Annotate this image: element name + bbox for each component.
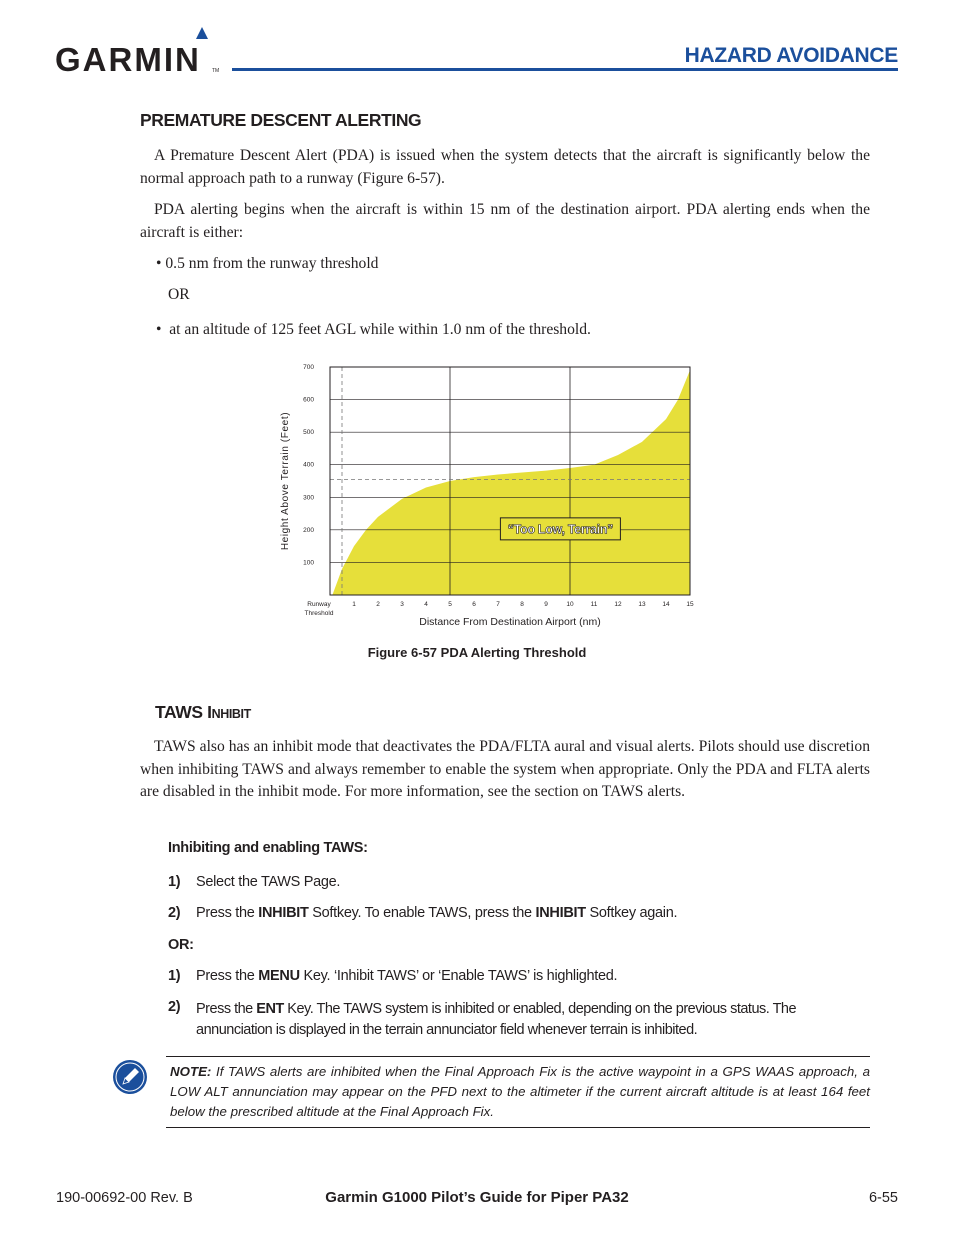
taws-para	[140, 736, 870, 804]
bullet-item-1-text: 0.5 nm from the runway threshold	[165, 255, 379, 272]
note-rule-top	[166, 1056, 870, 1057]
x-origin-label: Threshold	[304, 610, 334, 617]
step-number: 1)	[168, 874, 181, 890]
x-tick-label: 9	[544, 601, 548, 608]
ent-key-label: ENT	[256, 1001, 284, 1017]
pda-para-2	[140, 199, 870, 244]
alt-step-1-part-b: Key. ‘Inhibit TAWS’ or ‘Enable TAWS’ is highlighted.	[299, 968, 618, 984]
step-text	[196, 999, 870, 1041]
taws-para-text: TAWS also has an inhibit mode that deactivates the PDA/FLTA aural and visual alerts. Pilots should use discretion when inhibiting TAWS and always remember to enable the system when appropriate. Only the PDA and FLTA alerts are disabled in the inhibit mode. For more information, see the section on TAWS alerts.	[140, 738, 870, 800]
annotation-label: “Too Low, Terrain”	[507, 522, 614, 537]
footer-doc-number: 190-00692-00 Rev. B	[56, 1190, 193, 1206]
x-tick-label: 7	[496, 601, 500, 608]
footer-title: Garmin G1000 Pilot’s Guide for Piper PA32	[325, 1189, 629, 1206]
y-tick-label: 700	[303, 364, 314, 371]
alt-step-1-part-a: Press the	[196, 968, 259, 984]
step-text	[196, 968, 617, 984]
section-title: HAZARD AVOIDANCE	[684, 44, 898, 67]
footer-page-number: 6-55	[868, 1190, 898, 1206]
y-tick-label: 200	[303, 526, 314, 534]
x-axis-label: Distance From Destination Airport (nm)	[419, 616, 601, 628]
y-tick-label: 400	[303, 461, 314, 469]
garmin-logo	[55, 26, 220, 76]
step-1	[168, 874, 870, 896]
step-number: 2)	[168, 999, 181, 1015]
note-label: NOTE:	[170, 1064, 212, 1079]
bullet-item-1	[156, 255, 378, 273]
bullet-glyph: •	[156, 321, 162, 338]
x-tick-label: 2	[376, 601, 380, 608]
too-low-terrain-area	[332, 370, 690, 595]
step-number: 1)	[168, 968, 181, 984]
pda-heading: PREMATURE DESCENT ALERTING	[140, 110, 422, 130]
pda-alerting-chart	[270, 355, 710, 635]
x-tick-label: 6	[472, 601, 476, 608]
bullet-glyph: •	[156, 255, 162, 272]
x-tick-label: 15	[686, 601, 694, 608]
alt-step-2	[168, 999, 870, 1043]
y-tick-label: 600	[303, 396, 314, 404]
step-text	[196, 905, 677, 921]
or-label: OR:	[168, 937, 194, 953]
y-tick-label: 300	[303, 494, 314, 502]
x-tick-label: 10	[566, 601, 574, 608]
note-text	[170, 1062, 870, 1122]
inhibit-softkey-label: INHIBIT	[258, 905, 309, 921]
pda-para-1-text: A Premature Descent Alert (PDA) is issued when the system detects that the aircraft is significantly below the normal approach path to a runway (Figure 6-57).	[140, 147, 870, 187]
note-body: If TAWS alerts are inhibited when the Final Approach Fix is the active waypoint in a GPS WAAS approach, a LOW ALT annunciation may appear on the PFD next to the altimeter if the current aircraft altitude is at least 164 feet below the prescribed altitude at the Final Approach Fix.	[170, 1064, 870, 1119]
y-tick-label: 100	[303, 559, 314, 567]
pda-para-2-text: PDA alerting begins when the aircraft is within 15 nm of the destination airport. PDA alerting ends when the aircraft is either:	[140, 201, 870, 241]
x-origin-label: Runway	[307, 601, 331, 608]
inhibit-softkey-label: INHIBIT	[535, 905, 586, 921]
note-pen-icon	[112, 1059, 148, 1095]
x-tick-label: 1	[352, 601, 356, 608]
logo-wordmark: GARMIN	[55, 41, 201, 76]
bullet-item-2	[156, 321, 591, 339]
logo-triangle-icon	[196, 27, 208, 39]
x-tick-label: 14	[662, 601, 670, 608]
header-rule	[232, 68, 898, 71]
taws-inhibit-heading	[155, 702, 251, 723]
step-2	[168, 905, 870, 927]
y-tick-label: 500	[303, 429, 314, 437]
pda-para-1	[140, 145, 870, 190]
x-tick-label: 8	[520, 601, 524, 608]
x-tick-label: 12	[614, 601, 622, 608]
x-tick-label: 11	[590, 601, 598, 608]
x-tick-label: 13	[638, 601, 646, 608]
taws-heading-small: NHIBIT	[211, 707, 251, 721]
step-number: 2)	[168, 905, 181, 921]
alt-step-2-part-a: Press the	[196, 1001, 257, 1017]
bullet-item-2-text: at an altitude of 125 feet AGL while within 1.0 nm of the threshold.	[169, 321, 591, 338]
x-tick-label: 5	[448, 601, 452, 608]
step-2-part-a: Press the	[196, 905, 259, 921]
x-tick-label: 3	[400, 601, 404, 608]
alt-step-1	[168, 968, 870, 990]
step-2-part-b: Softkey. To enable TAWS, press the	[308, 905, 536, 921]
menu-key-label: MENU	[258, 968, 300, 984]
x-tick-label: 4	[424, 601, 428, 608]
or-text: OR	[168, 286, 190, 303]
alt-step-2-part-b: Key. The TAWS system is inhibited or enabled, depending on the previous status. The annunciation is displayed in the terrain annunciator field whenever terrain is inhibited.	[196, 1001, 797, 1038]
procedure-title: Inhibiting and enabling TAWS:	[168, 840, 368, 856]
step-2-part-c: Softkey again.	[585, 905, 678, 921]
logo-tm: TM	[212, 68, 220, 74]
note-rule-bottom	[166, 1127, 870, 1128]
y-axis-label: Height Above Terrain (Feet)	[280, 411, 291, 551]
step-text: Select the TAWS Page.	[196, 874, 341, 890]
taws-heading-main: TAWS I	[155, 702, 212, 722]
figure-caption: Figure 6-57 PDA Alerting Threshold	[367, 645, 587, 660]
